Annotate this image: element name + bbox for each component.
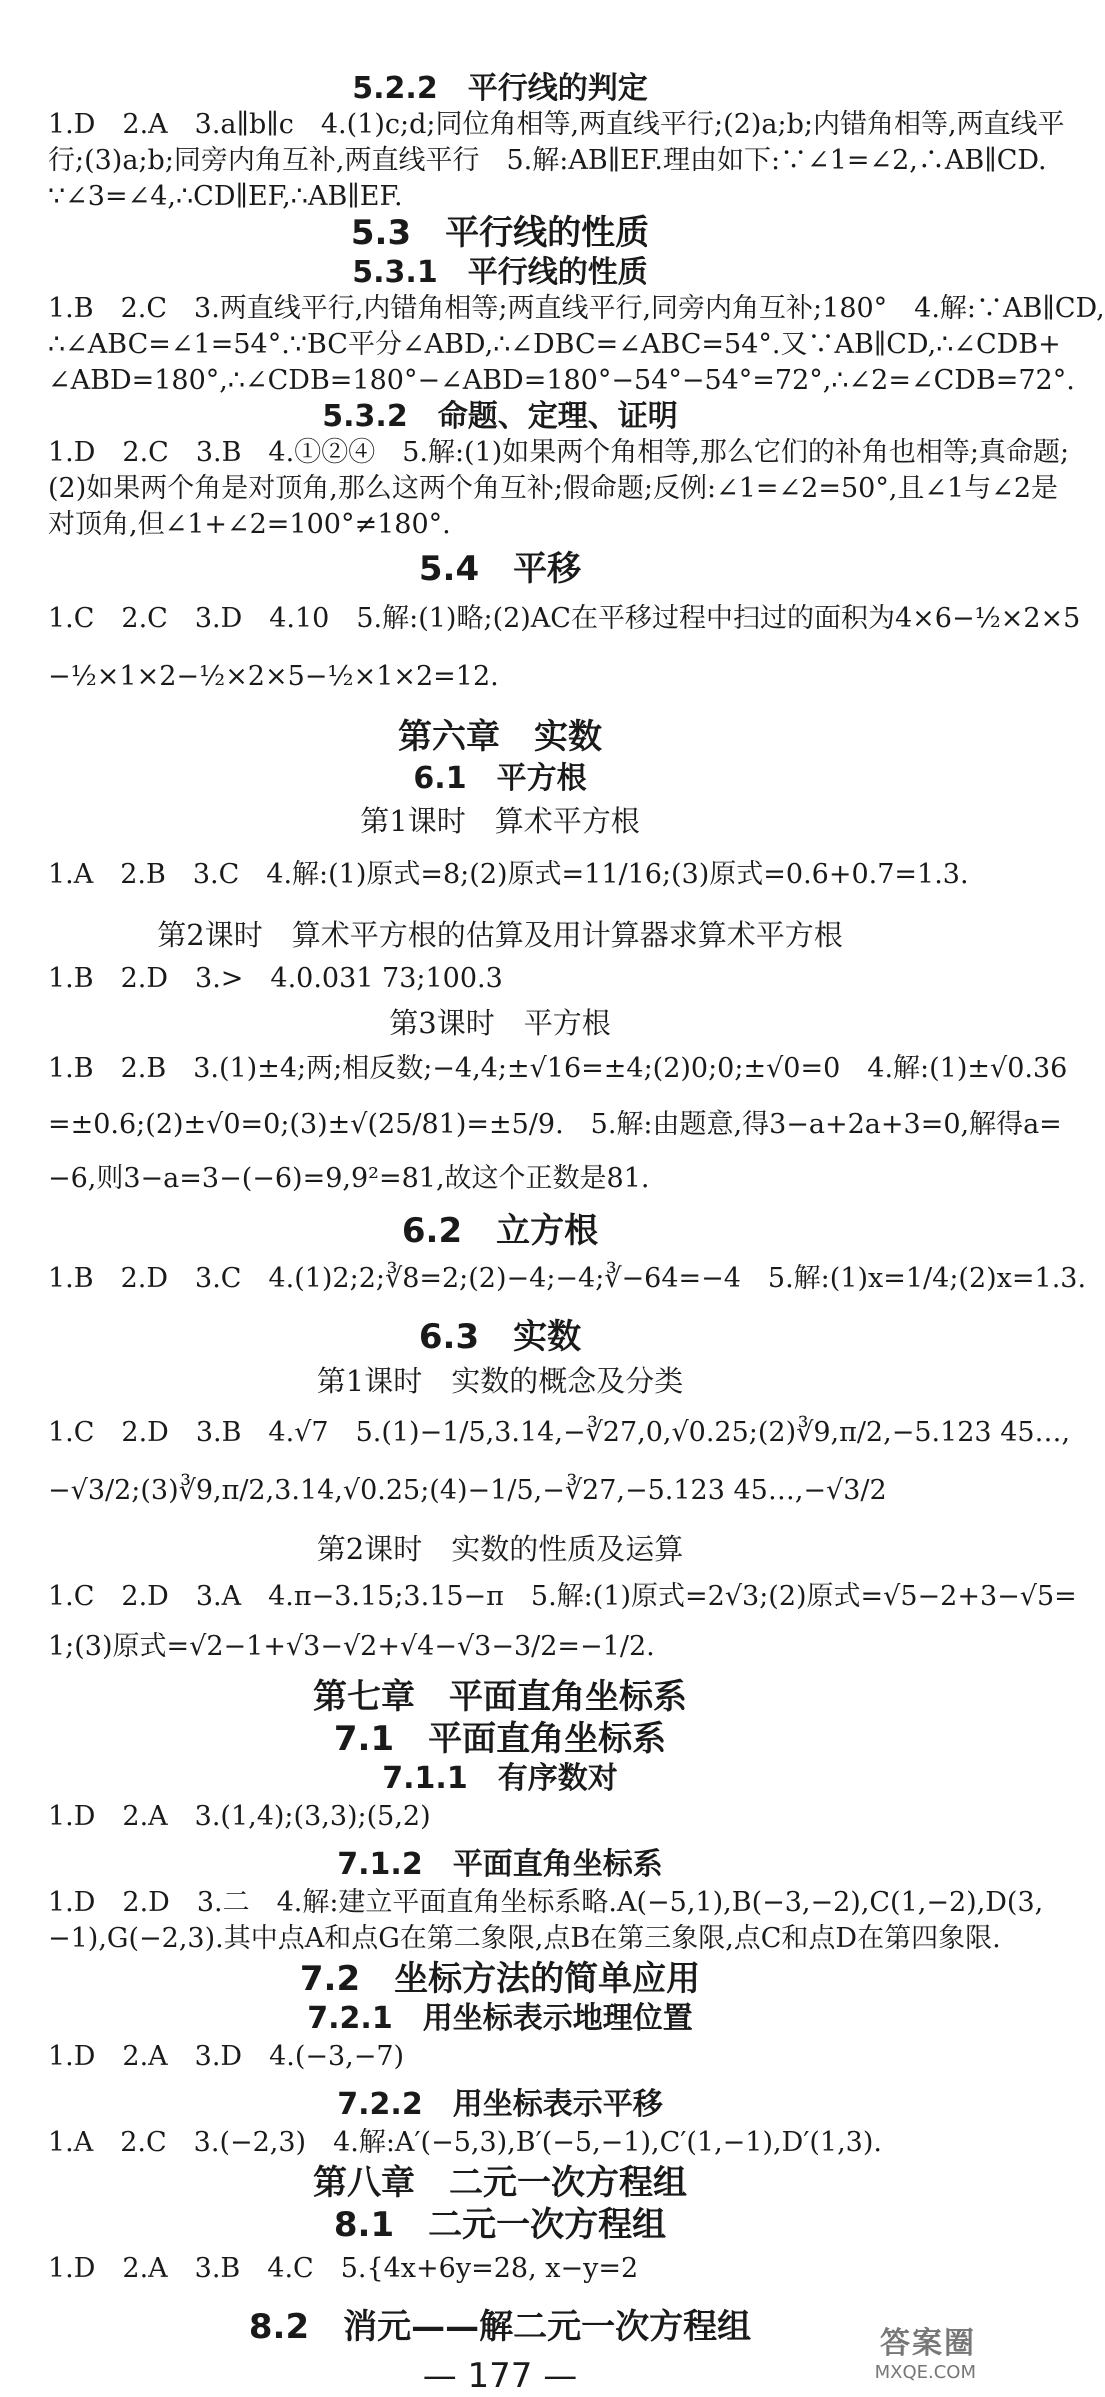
answer-line: 1.C 2.D 3.B 4.√7 5.(1)−1/5,3.14,−∛27,0,√0.25;(2)∛9,π/2,−5.123 45…, (48, 1417, 1071, 1448)
lesson-heading: 第3课时 平方根 (389, 1006, 611, 1040)
section-heading: 6.1 平方根 (413, 761, 587, 796)
answer-line: 1.B 2.D 3.C 4.(1)2;2;∛8=2;(2)−4;−4;∛−64=−4 5.解:(1)x=1/4;(2)x=1.3. (48, 1263, 1087, 1294)
answer-line: ∵∠3=∠4,∴CD∥EF,∴AB∥EF. (48, 181, 403, 212)
answer-line: 1.B 2.C 3.两直线平行,内错角相等;两直线平行,同旁内角互补;180° 4.解:∵AB∥CD, (48, 293, 1105, 324)
answer-line: 1.C 2.D 3.A 4.π−3.15;3.15−π 5.解:(1)原式=2√3;(2)原式=√5−2+3−√5= (48, 1581, 1077, 1612)
answer-line: ∴∠ABC=∠1=54°.∵BC平分∠ABD,∴∠DBC=∠ABC=54°.又∵AB∥CD,∴∠CDB+ (48, 329, 1061, 360)
section-heading: 7.2.1 用坐标表示地理位置 (307, 2001, 693, 2036)
section-heading: 第七章 平面直角坐标系 (313, 1677, 687, 1717)
section-heading: 7.2.2 用坐标表示平移 (337, 2087, 663, 2122)
section-heading: 7.2 坐标方法的简单应用 (299, 1959, 701, 1999)
answer-line: −6,则3−a=3−(−6)=9,9²=81,故这个正数是81. (48, 1163, 650, 1194)
section-heading: 7.1.1 有序数对 (382, 1761, 618, 1796)
answer-line: 1.B 2.B 3.(1)±4;两;相反数;−4,4;±√16=±4;(2)0;0;±√0=0 4.解:(1)±√0.36 (48, 1053, 1068, 1084)
answer-line: −½×1×2−½×2×5−½×1×2=12. (48, 661, 499, 692)
section-heading: 5.3 平行线的性质 (350, 213, 650, 253)
section-heading: 5.3.2 命题、定理、证明 (322, 399, 678, 434)
answer-line: −1),G(−2,3).其中点A和点G在第二象限,点B在第三象限,点C和点D在第四象限. (48, 1923, 1001, 1954)
watermark-title: 答案圈 (880, 2326, 976, 2361)
answer-line: −√3/2;(3)∛9,π/2,3.14,√0.25;(4)−1/5,−∛27,−5.123 45…,−√3/2 (48, 1475, 887, 1506)
page-number: — 177 — (422, 2356, 578, 2396)
answer-line: 1.D 2.A 3.(1,4);(3,3);(5,2) (48, 1801, 431, 1832)
section-heading: 6.3 实数 (418, 1317, 582, 1357)
answer-line: 行;(3)a;b;同旁内角互补,两直线平行 5.解:AB∥EF.理由如下:∵∠1=∠2,∴AB∥CD. (48, 145, 1047, 176)
watermark-url: MXQE.COM (874, 2362, 976, 2383)
answer-line: 1.D 2.A 3.a∥b∥c 4.(1)c;d;同位角相等,两直线平行;(2)a;b;内错角相等,两直线平 (48, 109, 1065, 140)
section-heading: 5.4 平移 (418, 549, 582, 589)
section-heading: 8.2 消元——解二元一次方程组 (248, 2307, 752, 2347)
answer-line: 1.D 2.A 3.B 4.C 5.{4x+6y=28, x−y=2 (48, 2253, 639, 2284)
answer-line: 1.D 2.C 3.B 4.①②④ 5.解:(1)如果两个角相等,那么它们的补角也相等;真命题; (48, 437, 1070, 468)
lesson-heading: 第2课时 实数的性质及运算 (316, 1532, 684, 1566)
answer-line: 1.B 2.D 3.> 4.0.031 73;100.3 (48, 963, 503, 994)
answer-line: 1.C 2.C 3.D 4.10 5.解:(1)略;(2)AC在平移过程中扫过的面积为4×6−½×2×5 (48, 603, 1081, 634)
answer-line: ∠ABD=180°,∴∠CDB=180°−∠ABD=180°−54°−54°=72°,∴∠2=∠CDB=72°. (48, 365, 1075, 396)
section-heading: 第八章 二元一次方程组 (313, 2163, 687, 2203)
section-heading: 6.2 立方根 (401, 1211, 599, 1251)
section-heading: 7.1.2 平面直角坐标系 (337, 1847, 663, 1882)
answer-line: 1.D 2.D 3.二 4.解:建立平面直角坐标系略.A(−5,1),B(−3,−2),C(1,−2),D(3, (48, 1887, 1044, 1918)
section-heading: 5.2.2 平行线的判定 (352, 71, 648, 106)
answer-line: 1.A 2.B 3.C 4.解:(1)原式=8;(2)原式=11/16;(3)原式=0.6+0.7=1.3. (48, 859, 969, 890)
answer-line: 对顶角,但∠1+∠2=100°≠180°. (48, 509, 451, 540)
section-heading: 8.1 二元一次方程组 (333, 2205, 667, 2245)
answer-line: (2)如果两个角是对顶角,那么这两个角互补;假命题;反例:∠1=∠2=50°,且∠1与∠2是 (48, 473, 1059, 504)
answer-line: =±0.6;(2)±√0=0;(3)±√(25/81)=±5/9. 5.解:由题意,得3−a+2a+3=0,解得a= (48, 1109, 1062, 1140)
lesson-heading: 第1课时 实数的概念及分类 (316, 1364, 684, 1398)
section-heading: 5.3.1 平行线的性质 (352, 255, 648, 290)
answer-line: 1;(3)原式=√2−1+√3−√2+√4−√3−3/2=−1/2. (48, 1631, 655, 1662)
answer-line: 1.D 2.A 3.D 4.(−3,−7) (48, 2041, 405, 2072)
section-heading: 7.1 平面直角坐标系 (333, 1719, 667, 1759)
answer-line: 1.A 2.C 3.(−2,3) 4.解:A′(−5,3),B′(−5,−1),C′(1,−1),D′(1,3). (48, 2127, 882, 2158)
lesson-heading: 第2课时 算术平方根的估算及用计算器求算术平方根 (157, 918, 843, 952)
watermark-logo (766, 2318, 976, 2382)
lesson-heading: 第1课时 算术平方根 (360, 804, 640, 838)
section-heading: 第六章 实数 (398, 717, 602, 757)
